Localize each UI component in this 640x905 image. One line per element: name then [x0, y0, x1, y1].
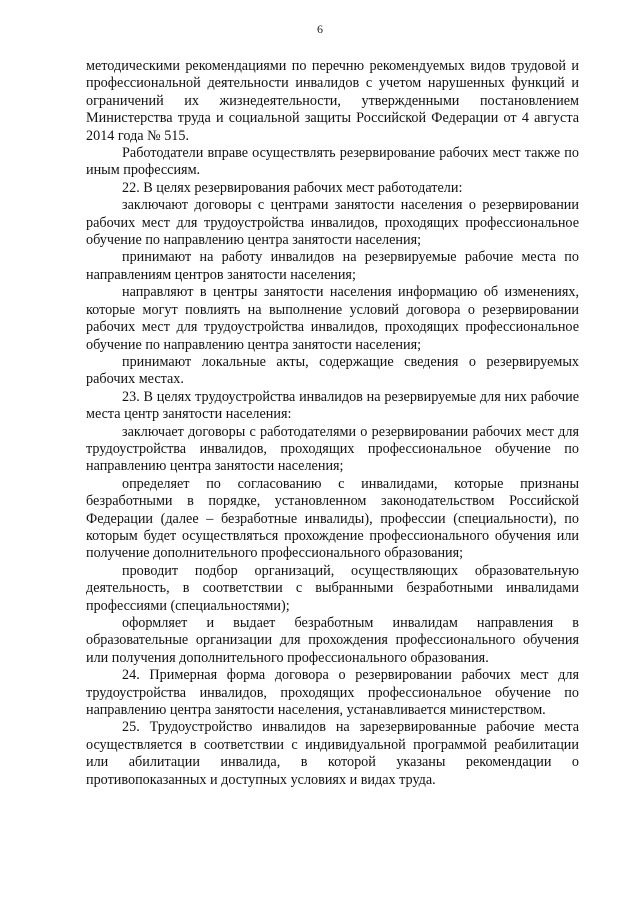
paragraph-clause-22-item-1: заключают договоры с центрами занятости населения о резервировании рабочих мест для трудоустройства инвалидов, проходящих профессиональное обучение по направлению центра занятости населения; — [86, 197, 579, 249]
paragraph-clause-23: 23. В целях трудоустройства инвалидов на резервируемые для них рабочие места центр занятости населения: — [86, 388, 579, 423]
paragraph-clause-22-item-4: принимают локальные акты, содержащие сведения о резервируемых рабочих местах. — [86, 353, 579, 388]
paragraph-clause-22-item-3: направляют в центры занятости населения информацию об изменениях, которые могут повлиять на выполнение условий договора о резервировании рабочих мест для трудоустройства инвалидов, проходящих профессиональное обучение по направлению центра занятости населения; — [86, 284, 579, 353]
document-body — [86, 58, 579, 789]
paragraph-employers-right: Работодатели вправе осуществлять резервирование рабочих мест также по иным профессиям. — [86, 145, 579, 179]
paragraph-clause-22: 22. В целях резервирования рабочих мест работодатели: — [122, 179, 463, 196]
paragraph-clause-25: 25. Трудоустройство инвалидов на зарезервированные рабочие места осуществляется в соответствии с индивидуальной программой реабилитации или абилитации инвалида, в которой указаны рекомендации о противопоказанных и доступных условиях и видах труда. — [86, 719, 579, 788]
paragraph-clause-24: 24. Примерная форма договора о резервировании рабочих мест для трудоустройства инвалидов, проходящих профессиональное обучение по направлению центра занятости населения, устанавливается министерством. — [86, 667, 579, 719]
paragraph-continuation: методическими рекомендациями по перечню рекомендуемых видов трудовой и профессиональной деятельности инвалидов с учетом нарушенных функций и ограничений их жизнедеятельности, утвержденными постановлением Министерства труда и социальной защиты Российской Федерации от 4 августа 2014 года № 515. — [86, 58, 579, 144]
paragraph-clause-23-item-3: проводит подбор организаций, осуществляющих образовательную деятельность, в соответствии с выбранными безработными инвалидами профессиями (специальностями); — [86, 562, 579, 614]
paragraph-clause-23-item-1: заключает договоры с работодателями о резервировании рабочих мест для трудоустройства инвалидов, проходящих профессиональное обучение по направлению центра занятости населения; — [86, 423, 579, 475]
paragraph-clause-22-item-2: принимают на работу инвалидов на резервируемые рабочие места по направлениям центров занятости населения; — [86, 249, 579, 283]
page-number: 6 — [317, 22, 323, 36]
paragraph-clause-23-item-2: определяет по согласованию с инвалидами, которые признаны безработными в порядке, установленном законодательством Российской Федерации (далее – безработные инвалиды), профессии (специальности), по которым будет осуществляться прохождение профессионального обучения или получение дополнительного профессионального образования; — [86, 475, 579, 562]
paragraph-clause-23-item-4: оформляет и выдает безработным инвалидам направления в образовательные организации для прохождения профессионального обучения или получения дополнительного профессионального образования. — [86, 615, 579, 666]
